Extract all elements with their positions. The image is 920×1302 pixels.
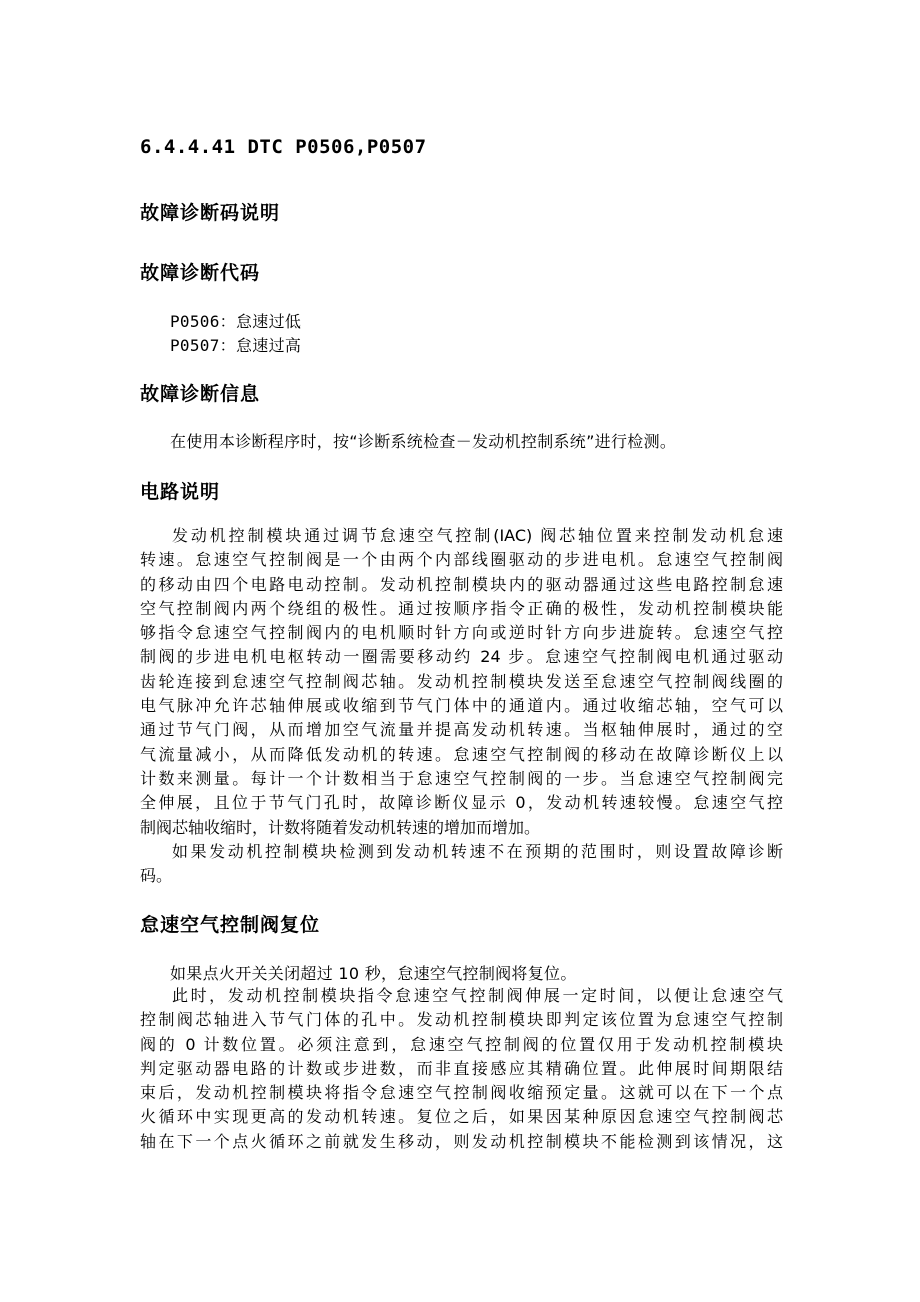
paragraph-line: 阀的 0 计数位置。必须注意到，怠速空气控制阀的位置仅用于发动机控制模块 <box>140 1034 783 1054</box>
paragraph-line: 码。 <box>140 866 173 886</box>
paragraph-line: 电气脉冲允许芯轴伸展或收缩到节气门体中的通道内。通过收缩芯轴，空气可以 <box>140 696 783 716</box>
paragraph-line: 如果发动机控制模块检测到发动机转速不在预期的范围时，则设置故障诊断 <box>172 842 783 861</box>
paragraph-line: 全伸展，且位于节气门孔时，故障诊断仪显示 0，发动机转速较慢。怠速空气控 <box>140 793 783 813</box>
paragraph-line: 计数来测量。每计一个计数相当于怠速空气控制阀的一步。当怠速空气控制阀完 <box>140 768 783 788</box>
circuit-paragraph-1 <box>140 524 783 840</box>
reset-paragraph-2 <box>140 984 783 1154</box>
code-line-p0507 <box>170 333 301 356</box>
heading-iac-reset: 怠速空气控制阀复位 <box>140 914 321 936</box>
paragraph-line: 制阀的步进电机电枢转动一圈需要移动约 24 步。怠速空气控制阀电机通过驱动 <box>140 647 783 667</box>
paragraph-line: 齿轮连接到怠速空气控制阀芯轴。发动机控制模块发送至怠速空气控制阀线圈的 <box>140 671 783 691</box>
paragraph-line: 判定驱动器电路的计数或步进数，而非直接感应其精确位置。此伸展时间期限结 <box>140 1058 783 1078</box>
paragraph-line: 此时，发动机控制模块指令怠速空气控制阀伸展一定时间，以便让怠速空气 <box>172 986 783 1005</box>
heading-dtc-info: 故障诊断信息 <box>140 383 261 405</box>
heading-dtc-code: 故障诊断代码 <box>140 262 261 284</box>
paragraph-line: 气流量减小，从而降低发动机的转速。怠速空气控制阀的移动在故障诊断仪上以 <box>140 744 783 764</box>
paragraph-line: 轴在下一个点火循环之前就发生移动，则发动机控制模块不能检测到该情况，这 <box>140 1131 783 1151</box>
dtc-label: ：怠速过低 <box>219 312 302 331</box>
paragraph-line: 空气控制阀内两个绕组的极性。通过按顺序指令正确的极性，发动机控制模块能 <box>140 598 783 618</box>
code-line-p0506 <box>170 309 301 332</box>
paragraph-line: 发动机控制模块通过调节怠速空气控制(IAC) 阀芯轴位置来控制发动机怠速 <box>172 526 783 545</box>
paragraph-line: 通过节气门阀，从而增加空气流量并提高发动机转速。当枢轴伸展时，通过的空 <box>140 720 783 740</box>
heading-circuit-description: 电路说明 <box>140 481 221 503</box>
circuit-paragraph-2 <box>140 840 783 889</box>
paragraph-line: 束后，发动机控制模块将指令怠速空气控制阀收缩预定量。这就可以在下一个点 <box>140 1083 783 1103</box>
dtc-code: P0507 <box>170 336 220 355</box>
heading-dtc-description: 故障诊断码说明 <box>140 202 281 224</box>
dtc-label: ：怠速过高 <box>219 336 302 355</box>
dtc-info-text: 在使用本诊断程序时，按“诊断系统检查－发动机控制系统”进行检测。 <box>170 432 677 451</box>
paragraph-line: 制阀芯轴收缩时，计数将随着发动机转速的增加而增加。 <box>140 817 541 837</box>
paragraph-line: 火循环中实现更高的发动机转速。复位之后，如果因某种原因怠速空气控制阀芯 <box>140 1107 783 1127</box>
paragraph-line: 控制阀芯轴进入节气门体的孔中。发动机控制模块即判定该位置为怠速空气控制 <box>140 1010 783 1030</box>
section-number: 6.4.4.41 DTC P0506,P0507 <box>140 136 427 158</box>
dtc-code: P0506 <box>170 312 220 331</box>
paragraph-line: 转速。怠速空气控制阀是一个由两个内部线圈驱动的步进电机。怠速空气控制阀 <box>140 550 783 570</box>
paragraph-line: 的移动由四个电路电动控制。发动机控制模块内的驱动器通过这些电路控制怠速 <box>140 574 783 594</box>
reset-paragraph-1: 如果点火开关关闭超过 10 秒，怠速空气控制阀将复位。 <box>170 964 577 983</box>
paragraph-line: 够指令怠速空气控制阀内的电机顺时针方向或逆时针方向步进旋转。怠速空气控 <box>140 623 783 643</box>
